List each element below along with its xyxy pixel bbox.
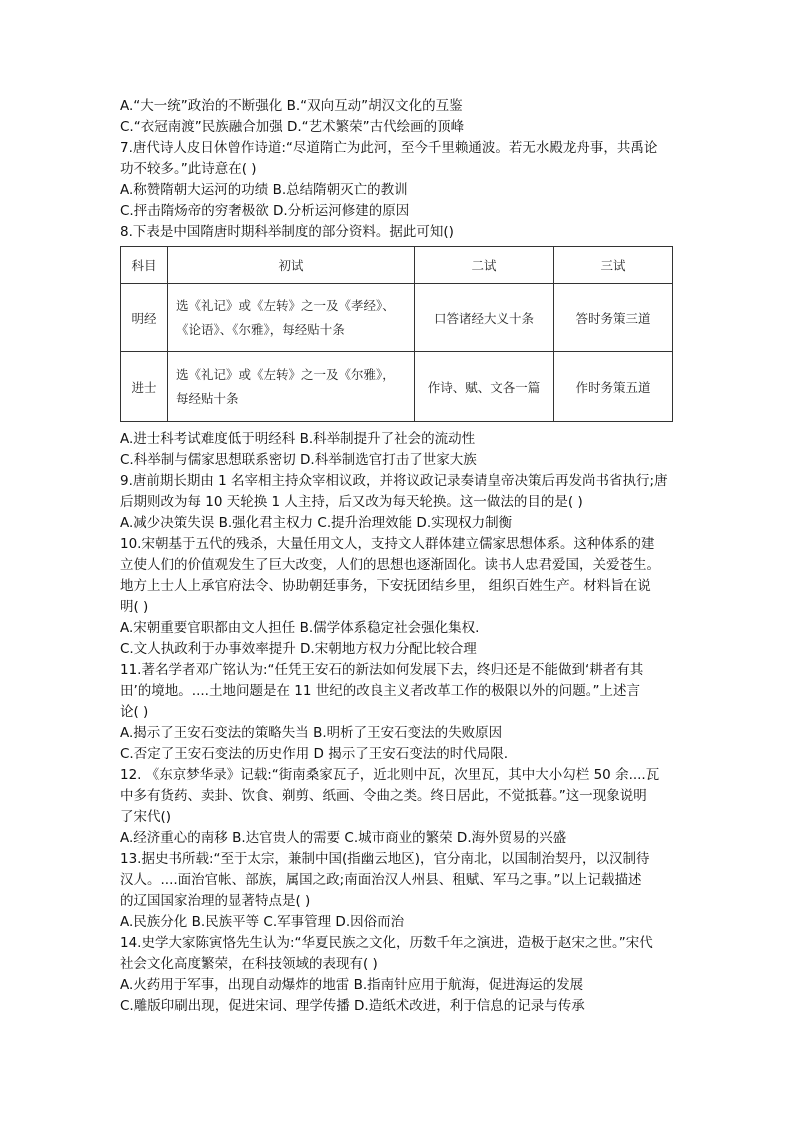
text-line: A.火药用于军事，出现自动爆炸的地雷 B.指南针应用于航海，促进海运的发展: [120, 977, 584, 993]
table-row: [121, 284, 673, 352]
text-line: A.“大一统”政治的不断强化 B.“双向互动”胡汉文化的互鉴: [120, 98, 463, 114]
text-line: 中多有货药、卖卦、饮食、剃剪、纸画、令曲之类。终日居此，不觉抵暮。”这一现象说明: [120, 788, 647, 804]
text-line: C.否定了王安石变法的历史作用 D 揭示了王安石变法的时代局限.: [120, 746, 508, 762]
text-line: A.经济重心的南移 B.达官贵人的需要 C.城市商业的繁荣 D.海外贸易的兴盛: [120, 830, 567, 846]
question-14-stem: 14.史学大家陈寅恪先生认为:“华夏民族之文化，历数千年之演进，造极于赵宋之世。”宋代: [120, 935, 653, 951]
table-cell-third: 作时务策五道: [554, 352, 673, 422]
text-line: 了宋代(): [120, 809, 172, 825]
text-line: 明( ): [120, 599, 149, 615]
table-cell-third: 答时务策三道: [554, 284, 673, 352]
text-line: 论( ): [120, 704, 149, 720]
cell-line: 选《礼记》或《左转》之一及《孝经》、: [176, 297, 395, 313]
question-8-stem: 8.下表是中国隋唐时期科举制度的部分资料。据此可知(): [120, 224, 454, 240]
text-line: A.揭示了王安石变法的策略失当 B.明析了王安石变法的失败原因: [120, 725, 503, 741]
question-12-stem: 12. 《东京梦华录》记载:“街南桑家瓦子，近北则中瓦，次里瓦，其中大小勾栏 50 余....瓦: [120, 767, 660, 783]
text-line: C.“衣冠南渡”民族融合加强 D.“艺术繁荣”古代绘画的顶峰: [120, 119, 465, 135]
table-row: [121, 352, 673, 422]
question-9-stem: 9.唐前期长期由 1 名宰相主持众宰相议政，并将议政记录奏请皇帝决策后再发尚书省执行;唐: [120, 473, 668, 489]
cell-line: 选《礼记》或《左转》之一及《尔雅》，: [176, 366, 395, 382]
text-line: C.文人执政利于办事效率提升 D.宋朝地方权力分配比较合理: [120, 641, 477, 657]
text-line: C.抨击隋炀帝的穷奢极欲 D.分析运河修建的原因: [120, 203, 410, 219]
table-cell-subject: 明经: [121, 284, 168, 352]
text-line: 功不较多。”此诗意在( ): [120, 161, 257, 177]
text-line: 社会文化高度繁荣，在科技领域的表现有( ): [120, 956, 378, 972]
text-line: A.称赞隋朝大运河的功绩 B.总结隋朝灭亡的教训: [120, 182, 408, 198]
cell-line: 《论语》、《尔雅》，每经贴十条: [176, 321, 345, 337]
question-10-stem: 10.宋朝基于五代的残杀，大量任用文人，支持文人群体建立儒家思想体系。这种体系的建: [120, 536, 655, 552]
table-cell-first: [168, 352, 415, 422]
keju-table: [120, 246, 673, 422]
text-line: 田’的境地。....土地问题是在 11 世纪的改良主义者改革工作的极限以外的问题。”上述言: [120, 683, 640, 699]
text-line: 汉人。....面治官帐、部族，属国之政;南面治汉人州县、租赋、军马之事。”以上记载描述: [120, 872, 642, 888]
text-line: A.减少决策失误 B.强化君主权力 C.提升治理效能 D.实现权力制衡: [120, 515, 513, 531]
text-line: C.雕版印刷出现，促进宋词、理学传播 D.造纸术改进，利于信息的记录与传承: [120, 998, 585, 1014]
question-11-stem: 11.著名学者邓广铭认为:“任凭王安石的新法如何发展下去，终归还是不能做到‘耕者有其: [120, 662, 644, 678]
table-header-cell: 初试: [168, 247, 415, 284]
question-7-stem: 7.唐代诗人皮日休曾作诗道:“尽道隋亡为此河，至今千里赖通波。若无水殿龙舟事，共禹论: [120, 140, 658, 156]
text-line: 后期则改为每 10 天轮换 1 人主持，后又改为每天轮换。这一做法的目的是( ): [120, 494, 583, 510]
table-cell-second: 口答诸经大义十条: [415, 284, 554, 352]
text-line: 立使人们的价值观发生了巨大改变，人们的思想也逐渐固化。读书人忠君爱国，关爱苍生。: [120, 557, 660, 573]
text-line: A.宋朝重要官职都由文人担任 B.儒学体系稳定社会强化集权.: [120, 620, 480, 636]
cell-line: 每经贴十条: [176, 390, 239, 406]
text-line: 地方上士人上承官府法令、协助朝廷事务，下安抚团结乡里， 组织百姓生产。材料旨在说: [120, 578, 651, 594]
table-cell-subject: 进士: [121, 352, 168, 422]
text-line: C.科举制与儒家思想联系密切 D.科举制选官打击了世家大族: [120, 452, 477, 468]
question-13-stem: 13.据史书所载:“至于太宗，兼制中国(指幽云地区)，官分南北，以国制治契丹，以汉制待: [120, 851, 650, 867]
table-cell-first: [168, 284, 415, 352]
text-line: A.民族分化 B.民族平等 C.军事管理 D.因俗而治: [120, 914, 405, 930]
text-line: 的辽国国家治理的显著特点是( ): [120, 893, 311, 909]
table-header-row: [121, 247, 673, 284]
table-cell-second: 作诗、赋、文各一篇: [415, 352, 554, 422]
table-header-cell: 二试: [415, 247, 554, 284]
table-header-cell: 科目: [121, 247, 168, 284]
text-line: A.进士科考试难度低于明经科 B.科举制提升了社会的流动性: [120, 431, 476, 447]
table-header-cell: 三试: [554, 247, 673, 284]
